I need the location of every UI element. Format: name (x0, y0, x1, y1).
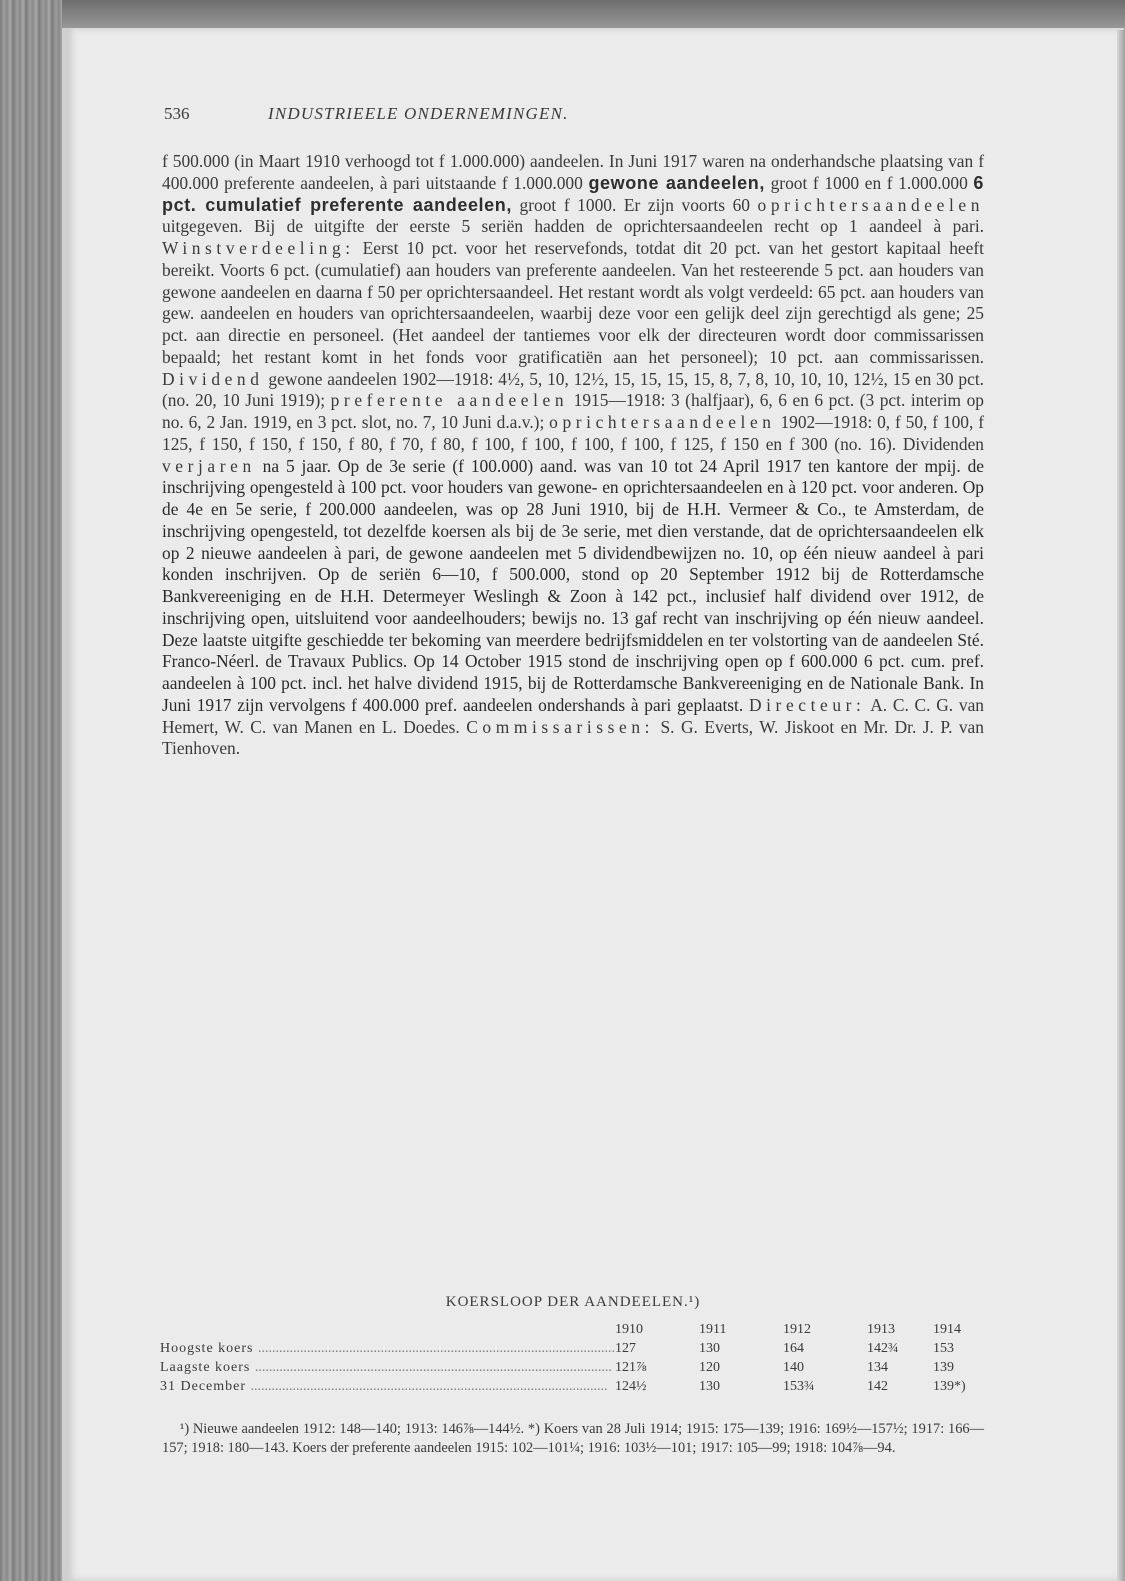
table-cell: 130 (699, 1379, 720, 1394)
footnote (162, 1420, 984, 1457)
table-cell: 164 (783, 1341, 804, 1356)
text-run: gewone aandeelen 1902—1918: 4½, 5, 10, 12½, 15, 15, 15, 15, 8, 7, 8, 10, 10, 10, 12½, 15 en 30 pct. (no. 20, 10 Juni 1919); (162, 368, 984, 411)
row-label: Hoogste koers ...................................................................................................... (160, 1341, 615, 1356)
page-right-edge (1117, 30, 1125, 1581)
row-label: 31 December ...................................................................................................... (160, 1379, 608, 1394)
table-row (160, 1358, 990, 1377)
page-number: 536 (164, 104, 190, 123)
spaced-oprichtersaandeelen-2: oprichtersaandeelen (549, 412, 776, 432)
text-run: S. G. Everts, W. Jiskoot en Mr. Dr. J. P. van Tienhoven. (162, 716, 984, 759)
table-cell: 140 (783, 1360, 804, 1375)
scan-top-edge (0, 0, 1125, 30)
koersloop-table (160, 1320, 990, 1396)
table-header-row (160, 1320, 990, 1339)
text-run: uitgegeven. Bij de uitgifte der eerste 5 seriën hadden de oprichtersaandeelen recht op 1 aandeel à pari. (162, 216, 984, 237)
page-header (164, 104, 984, 130)
table-cell: 142¾ (867, 1341, 899, 1356)
spaced-dividend: Dividend (162, 368, 264, 389)
table-row (160, 1377, 990, 1396)
text-run: na 5 jaar. Op de 3e serie (f 100.000) aand. was van 10 tot 24 April 1917 ten kantore der mpij. de inschrijving opengesteld à 100 pct. voor houders van gewone- en oprichtersaandeelen en à 120 pct. voor anderen. Op de 4e en 5e serie, f 200.000 aandeelen, was op 28 Juni 1910, bij de H.H. Vermeer & Co., te Amsterdam, de inschrijving opengesteld, tot dezelfde koersen als bij de 3e serie, met dien verstande, dat de oprichtersaandeelen elk op 2 nieuwe aandeelen à pari, de gewone aandeelen met 5 dividendbewijzen no. 10, op één nieuw aandeel à pari konden inschrijven. Op de seriën 6—10, f 500.000, stond op 20 September 1912 bij de Rotterdamsche Bankvereeniging en de H.H. Determeyer Weslingh & Zoon à 142 pct., inclusief half dividend over 1912, de inschrijving open, uitsluitend voor aandeelhouders; bewijs no. 13 gaf recht van inschrijving op één nieuw aandeel. Deze laatste uitgifte geschiedde ter bekoming van meerdere bedrijfsmiddelen en ter volstorting van de aandeelen Sté. Franco-Néerl. de Travaux Publics. Op 14 October 1915 stond de inschrijving open op f 600.000 6 pct. cum. pref. aandeelen à 100 pct. incl. het halve dividend 1915, bij de Rotterdamsche Bankvereeniging en de Nationale Bank. In Juni 1917 zijn vervolgens f 400.000 pref. aandeelen ondershands à pari geplaatst. (162, 455, 984, 715)
spaced-preferente-aandeelen: preferente aandeelen (330, 390, 569, 411)
table-cell: 153 (933, 1341, 954, 1356)
table-cell: 121⅞ (615, 1360, 647, 1375)
text-run: A. C. C. G. van Hemert, W. C. van Manen en L. Doedes. (162, 694, 984, 737)
row-label: Laagste koers ...................................................................................................... (160, 1360, 612, 1375)
column-header: 1913 (867, 1322, 895, 1337)
emphasis-preferente-aandeelen: 6 pct. cumulatief preferente aandeelen, (162, 172, 985, 215)
spaced-commissarissen: Commissarissen: (466, 716, 655, 737)
text-run: Eerst 10 pct. voor het reservefonds, totdat dit 20 pct. van het gestort kapitaal heeft bereikt. Voorts 6 pct. (cumulatief) aan houders van preferente aandeelen. Van het resteerende 5 pct. aan houders van gewone aandeelen en daarna f 50 per oprichtersaandeel. Het restant wordt als volgt verdeeld: 65 pct. aan houders van gew. aandeelen en houders van oprichtersaandeelen, waarbij deze voor een gelijk deel zijn gerechtigd als gene; 25 pct. aan directie en personeel. (Het aandeel der tantiemes voor elk der directeuren wordt door commissarissen bepaald; het restant komt in het fonds voor gratificatiën aan het personeel); 10 pct. aan commissarissen. (162, 238, 984, 367)
column-header: 1914 (933, 1322, 961, 1337)
spaced-verjaren: verjaren (162, 455, 256, 476)
table-cell: 139 (933, 1360, 954, 1375)
spaced-oprichtersaandeelen: oprichtersaandeelen (757, 194, 984, 215)
text-run: groot f 1000. Er zijn voorts 60 (511, 194, 758, 215)
table-title: KOERSLOOP DER AANDEELEN.¹) (445, 1294, 701, 1310)
text-run: 1915—1918: 3 (halfjaar), 6, 6 en 6 pct. (3 pct. interim op no. 6, 2 Jan. 1919, en 3 pct. slot, no. 7, 10 Juni d.a.v.); (162, 390, 984, 432)
table-cell: 130 (699, 1341, 720, 1356)
book-spine (0, 0, 62, 1581)
leader-dots: ...................................................................................................... (258, 1341, 615, 1356)
text-run: groot f 1000 en f 1.000.000 (764, 172, 974, 193)
column-header: 1911 (699, 1322, 727, 1337)
running-title: INDUSTRIEELE ONDERNEMINGEN. (268, 104, 569, 123)
body-paragraph (162, 151, 984, 760)
column-header: 1910 (615, 1322, 643, 1337)
table-cell: 139*) (933, 1379, 966, 1394)
table-cell: 124½ (615, 1379, 647, 1394)
spaced-winstverdeeling: Winstverdeeling: (162, 238, 355, 258)
header-label-cell (160, 1320, 615, 1339)
leader-dots: ...................................................................................................... (254, 1360, 612, 1375)
leader-dots: ...................................................................................................... (250, 1379, 608, 1394)
emphasis-gewone-aandeelen: gewone aandeelen, (588, 172, 765, 193)
table-row (160, 1339, 990, 1358)
table-cell: 120 (699, 1360, 720, 1375)
table-cell: 127 (615, 1341, 636, 1356)
text-run: 1902—1918: 0, f 50, f 100, f 125, f 150, f 150, f 150, f 80, f 70, f 80, f 100, f 100, f 100, f 100, f 125, f 150 en f 300 (no. 16). Dividenden (162, 412, 984, 454)
footnote-text: ¹) Nieuwe aandeelen 1912: 148—140; 1913: 146⅞—144½. *) Koers van 28 Juli 1914; 1915: 175—139; 1916: 169½—157½; 1917: 166—157; 1918: 180—143. Koers der preferente aandeelen 1915: 102—101¼; 1916: 103½—101; 1917: 105—99; 1918: 104⅞—94. (162, 1421, 984, 1456)
text-run: f 500.000 (in Maart 1910 verhoogd tot f 1.000.000) aandeelen. In Juni 1917 waren na onderhandsche plaatsing van f 400.000 preferente aandeelen, à pari uitstaande f 1.000.000 (162, 151, 984, 193)
paragraph (162, 151, 984, 760)
table-cell: 153¾ (783, 1379, 815, 1394)
spaced-directeur: Directeur: (748, 694, 866, 715)
column-header: 1912 (783, 1322, 811, 1337)
table-cell: 134 (867, 1360, 888, 1375)
table-cell: 142 (867, 1379, 888, 1394)
